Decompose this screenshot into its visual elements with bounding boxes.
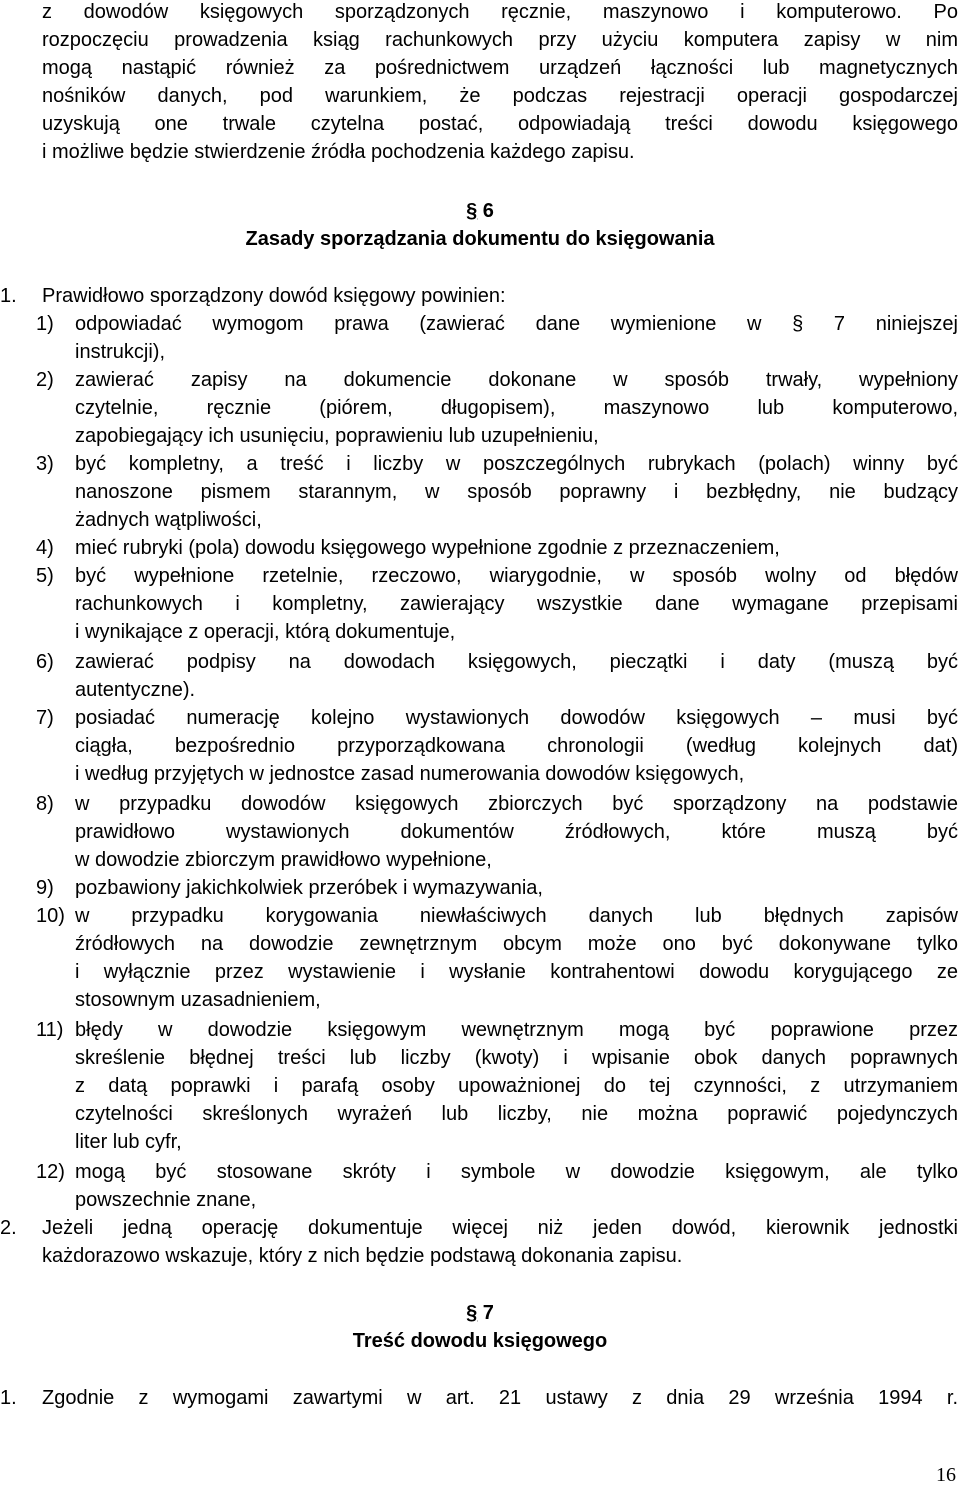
item-line: w przypadku korygowania niewłaściwych danych lub błędnych zapisów — [75, 905, 958, 927]
item-line: powszechnie znane, — [75, 1189, 257, 1211]
item-number: 6) — [36, 651, 54, 673]
intro-line: mogą nastąpić również za pośrednictwem urządzeń łączności lub magnetycznych — [42, 57, 958, 79]
item-line: być kompletny, a treść i liczby w poszczególnych rubrykach (polach) winny być — [75, 453, 958, 475]
item-line: prawidłowo wystawionych dokumentów źródłowych, które muszą być — [75, 821, 958, 843]
item-line: źródłowych na dowodzie zewnętrznym obcym może ono być dokonywane tylko — [75, 933, 958, 955]
item-line: i według przyjętych w jednostce zasad numerowania dowodów księgowych, — [75, 763, 745, 785]
item-line: skreślenie błędnej treści lub liczby (kwoty) i wpisanie obok danych poprawnych — [75, 1047, 958, 1069]
item-number: 4) — [36, 537, 54, 559]
item-line: w dowodzie zbiorczym prawidłowo wypełnione, — [75, 849, 492, 871]
item-number: 7) — [36, 707, 54, 729]
point-number: 2. — [0, 1217, 17, 1239]
intro-line: rozpoczęciu prowadzenia ksiąg rachunkowych przy użyciu komputera zapisy w nim — [42, 29, 958, 51]
item-number: 11) — [36, 1019, 64, 1041]
section-6-number — [0, 196, 960, 226]
paragraph-symbol: § — [466, 1302, 478, 1324]
page-number: 16 — [936, 1464, 956, 1486]
intro-line: nośników danych, pod warunkiem, że podczas rejestracji operacji gospodarczej — [42, 85, 958, 107]
intro-line: uzyskują one trwale czytelna postać, odpowiadają treści dowodu księgowego — [42, 113, 958, 135]
item-line: liter lub cyfr, — [75, 1131, 182, 1153]
item-number: 10) — [36, 905, 65, 927]
item-number: 3) — [36, 453, 54, 475]
intro-line: z dowodów księgowych sporządzonych ręcznie, maszynowo i komputerowo. Po — [42, 1, 958, 23]
item-line: autentyczne). — [75, 679, 196, 701]
point-lead: Prawidłowo sporządzony dowód księgowy powinien: — [42, 285, 506, 307]
item-line: i wynikające z operacji, którą dokumentuje, — [75, 621, 456, 643]
item-number: 9) — [36, 877, 54, 899]
section-6-title: Zasady sporządzania dokumentu do księgowania — [245, 228, 715, 250]
item-line: błędy w dowodzie księgowym wewnętrznym mogą być poprawione przez — [75, 1019, 958, 1041]
item-line: ciągła, bezpośrednio przyporządkowana chronologii (według kolejnych dat) — [75, 735, 958, 757]
item-number: 1) — [36, 313, 54, 335]
item-number: 12) — [36, 1161, 65, 1183]
item-line: rachunkowych i kompletny, zawierający wszystkie dane wymagane przepisami — [75, 593, 958, 615]
item-line: żadnych wątpliwości, — [75, 509, 262, 531]
item-line: stosownym uzasadnieniem, — [75, 989, 321, 1011]
item-line: nanoszone pismem starannym, w sposób poprawny i bezbłędny, nie budzący — [75, 481, 958, 503]
item-line: być wypełnione rzetelnie, rzeczowo, wiarygodnie, w sposób wolny od błędów — [75, 565, 958, 587]
item-line: z datą poprawki i parafą osoby upoważnionej do tej czynności, z utrzymaniem — [75, 1075, 958, 1097]
paragraph-symbol: § — [466, 200, 478, 222]
section-7-number — [0, 1298, 960, 1328]
item-line: czytelności skreślonych wyrażeń lub liczby, nie można poprawić pojedynczych — [75, 1103, 958, 1125]
item-line: posiadać numerację kolejno wystawionych dowodów księgowych – musi być — [75, 707, 958, 729]
section-7-title: Treść dowodu księgowego — [352, 1330, 608, 1352]
item-line: zawierać zapisy na dokumencie dokonane w sposób trwały, wypełniony — [75, 369, 958, 391]
intro-line: i możliwe będzie stwierdzenie źródła pochodzenia każdego zapisu. — [42, 141, 635, 163]
item-number: 5) — [36, 565, 54, 587]
item-line: instrukcji), — [75, 341, 166, 363]
item-line: w przypadku dowodów księgowych zbiorczych być sporządzony na podstawie — [75, 793, 958, 815]
point-number: 1. — [0, 1387, 17, 1409]
item-line: czytelnie, ręcznie (piórem, długopisem), maszynowo lub komputerowo, — [75, 397, 958, 419]
item-line: odpowiadać wymogom prawa (zawierać dane wymienione w § 7 niniejszej — [75, 313, 958, 335]
item-line: i wyłącznie przez wystawienie i wysłanie kontrahentowi dowodu korygującego ze — [75, 961, 958, 983]
point-line: Zgodnie z wymogami zawartymi w art. 21 ustawy z dnia 29 września 1994 r. — [42, 1387, 958, 1409]
item-line: mieć rubryki (pola) dowodu księgowego wypełnione zgodnie z przeznaczeniem, — [75, 537, 780, 559]
item-line: pozbawiony jakichkolwiek przeróbek i wymazywania, — [75, 877, 543, 899]
section-number: 7 — [482, 1302, 494, 1324]
item-number: 2) — [36, 369, 54, 391]
point-line: każdorazowo wskazuje, który z nich będzie podstawą dokonania zapisu. — [42, 1245, 683, 1267]
section-number: 6 — [482, 200, 494, 222]
item-line: mogą być stosowane skróty i symbole w dowodzie księgowym, ale tylko — [75, 1161, 958, 1183]
item-line: zawierać podpisy na dowodach księgowych, pieczątki i daty (muszą być — [75, 651, 958, 673]
item-number: 8) — [36, 793, 54, 815]
item-line: zapobiegający ich usunięciu, poprawieniu lub uzupełnieniu, — [75, 425, 599, 447]
point-line: Jeżeli jedną operację dokumentuje więcej niż jeden dowód, kierownik jednostki — [42, 1217, 958, 1239]
point-number: 1. — [0, 285, 17, 307]
